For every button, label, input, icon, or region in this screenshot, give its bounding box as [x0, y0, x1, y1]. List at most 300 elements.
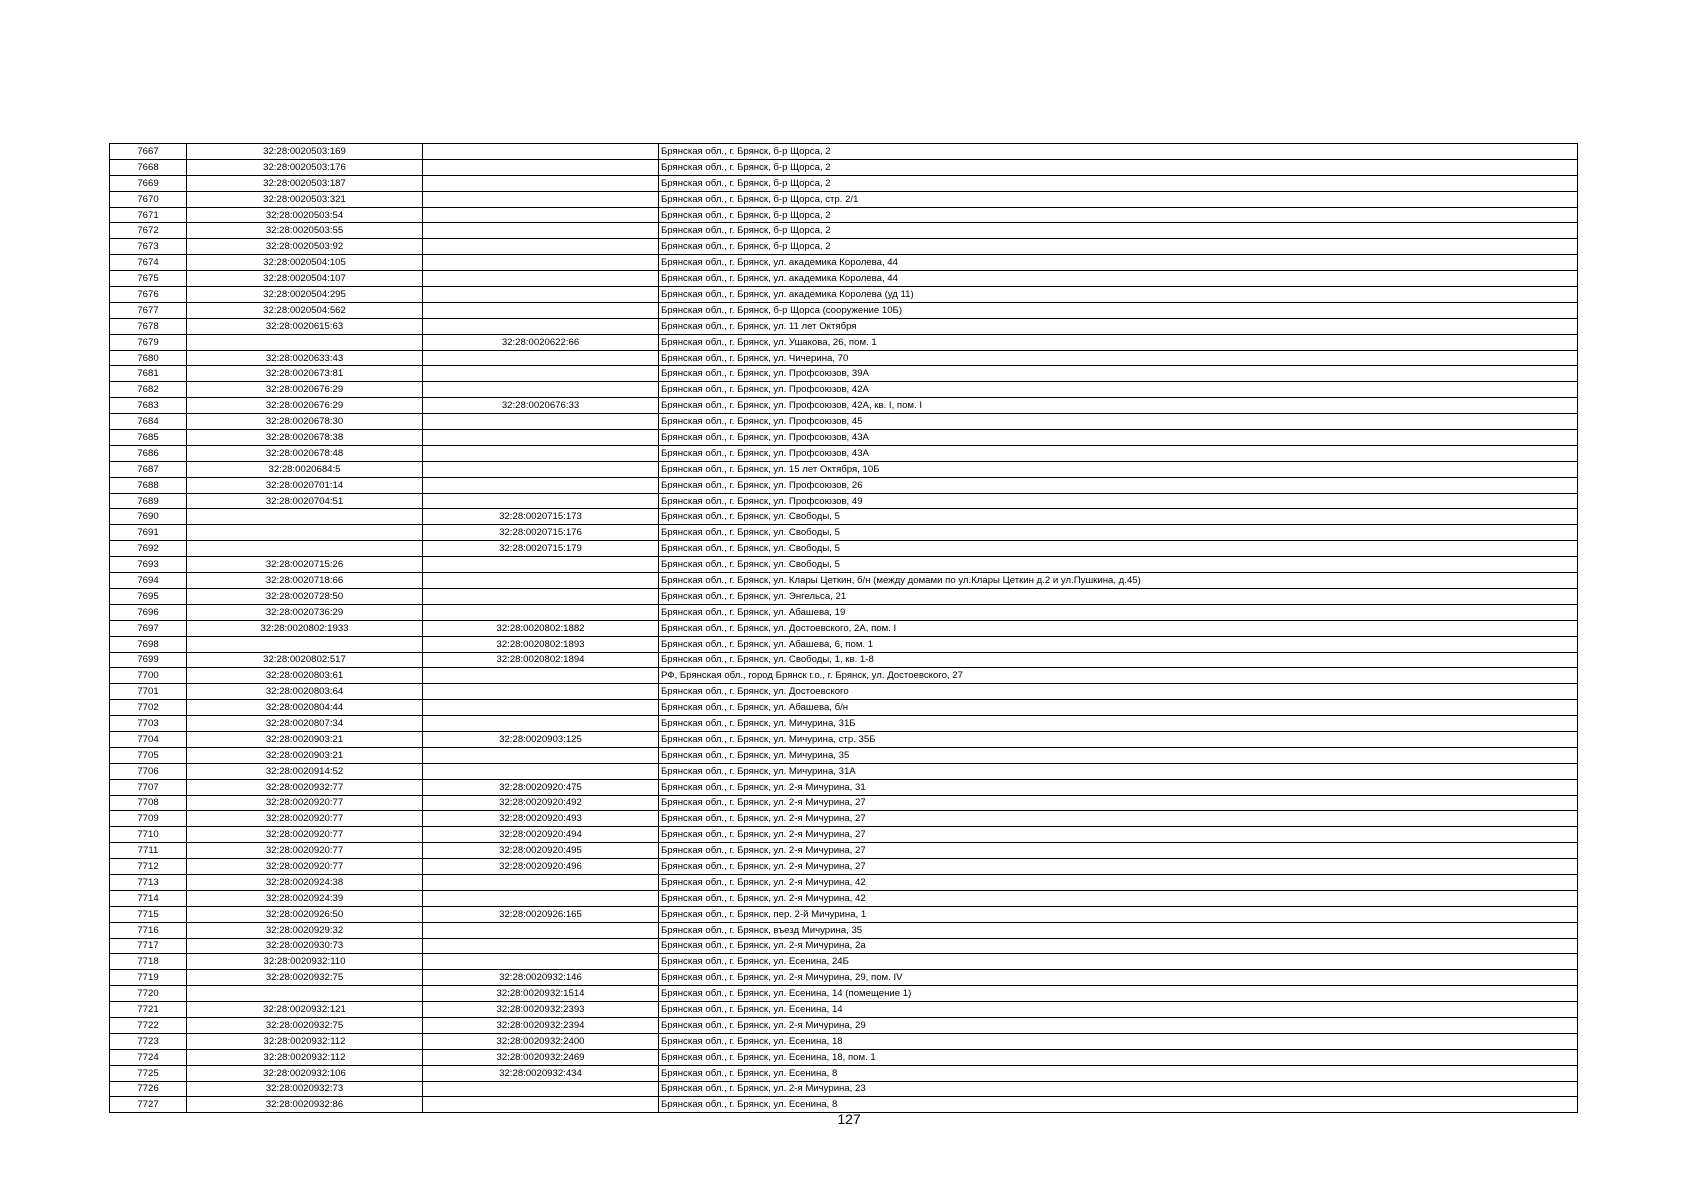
- table-row: [110, 334, 1578, 350]
- table-row: [110, 573, 1578, 589]
- table-row: [110, 1017, 1578, 1033]
- address-cell: Брянская обл., г. Брянск, б-р Щорса, 2: [659, 159, 1578, 175]
- table-row: [110, 588, 1578, 604]
- table-row: [110, 1049, 1578, 1065]
- address-cell: Брянская обл., г. Брянск, ул. Мичурина, 31А: [659, 763, 1578, 779]
- row-number-cell: 7700: [110, 668, 187, 684]
- address-cell: Брянская обл., г. Брянск, ул. Есенина, 14 (помещение 1): [659, 986, 1578, 1002]
- row-number-cell: 7717: [110, 938, 187, 954]
- building-cadastral-number-cell: 32:28:0020932:2400: [423, 1033, 659, 1049]
- row-number-cell: 7697: [110, 620, 187, 636]
- row-number-cell: 7676: [110, 287, 187, 303]
- land-cadastral-number-cell: 32:28:0020803:61: [187, 668, 423, 684]
- land-cadastral-number-cell: 32:28:0020503:187: [187, 175, 423, 191]
- row-number-cell: 7724: [110, 1049, 187, 1065]
- row-number-cell: 7695: [110, 588, 187, 604]
- address-cell: Брянская обл., г. Брянск, ул. Есенина, 8: [659, 1065, 1578, 1081]
- building-cadastral-number-cell: 32:28:0020932:2393: [423, 1002, 659, 1018]
- building-cadastral-number-cell: 32:28:0020932:1514: [423, 986, 659, 1002]
- table-row: [110, 874, 1578, 890]
- land-cadastral-number-cell: [187, 541, 423, 557]
- row-number-cell: 7683: [110, 398, 187, 414]
- land-cadastral-number-cell: 32:28:0020503:176: [187, 159, 423, 175]
- row-number-cell: 7710: [110, 827, 187, 843]
- building-cadastral-number-cell: 32:28:0020715:179: [423, 541, 659, 557]
- address-cell: Брянская обл., г. Брянск, ул. Свободы, 5: [659, 541, 1578, 557]
- building-cadastral-number-cell: 32:28:0020715:173: [423, 509, 659, 525]
- land-cadastral-number-cell: 32:28:0020932:75: [187, 970, 423, 986]
- land-cadastral-number-cell: [187, 986, 423, 1002]
- building-cadastral-number-cell: [423, 350, 659, 366]
- land-cadastral-number-cell: 32:28:0020503:321: [187, 191, 423, 207]
- address-cell: Брянская обл., г. Брянск, б-р Щорса, стр. 2/1: [659, 191, 1578, 207]
- table-row: [110, 890, 1578, 906]
- table-row: [110, 763, 1578, 779]
- address-cell: РФ, Брянская обл., город Брянск г.о., г. Брянск, ул. Достоевского, 27: [659, 668, 1578, 684]
- building-cadastral-number-cell: [423, 175, 659, 191]
- building-cadastral-number-cell: 32:28:0020920:475: [423, 779, 659, 795]
- address-cell: Брянская обл., г. Брянск, ул. 2-я Мичурина, 27: [659, 811, 1578, 827]
- table-row: [110, 493, 1578, 509]
- land-cadastral-number-cell: 32:28:0020503:54: [187, 207, 423, 223]
- building-cadastral-number-cell: [423, 763, 659, 779]
- table-row: [110, 350, 1578, 366]
- row-number-cell: 7671: [110, 207, 187, 223]
- address-cell: Брянская обл., г. Брянск, б-р Щорса, 2: [659, 207, 1578, 223]
- address-cell: Брянская обл., г. Брянск, ул. 11 лет Октября: [659, 318, 1578, 334]
- table-row: [110, 636, 1578, 652]
- land-cadastral-number-cell: 32:28:0020924:38: [187, 874, 423, 890]
- address-cell: Брянская обл., г. Брянск, б-р Щорса, 2: [659, 144, 1578, 160]
- address-cell: Брянская обл., г. Брянск, ул. Профсоюзов, 42А: [659, 382, 1578, 398]
- table-row: [110, 509, 1578, 525]
- table-row: [110, 541, 1578, 557]
- address-cell: Брянская обл., г. Брянск, ул. Профсоюзов, 43А: [659, 430, 1578, 446]
- land-cadastral-number-cell: [187, 509, 423, 525]
- table-row: [110, 461, 1578, 477]
- building-cadastral-number-cell: 32:28:0020920:493: [423, 811, 659, 827]
- land-cadastral-number-cell: 32:28:0020932:106: [187, 1065, 423, 1081]
- row-number-cell: 7701: [110, 684, 187, 700]
- address-cell: Брянская обл., г. Брянск, ул. Есенина, 8: [659, 1097, 1578, 1113]
- address-cell: Брянская обл., г. Брянск, ул. Профсоюзов, 42А, кв. I, пом. I: [659, 398, 1578, 414]
- building-cadastral-number-cell: 32:28:0020920:494: [423, 827, 659, 843]
- row-number-cell: 7707: [110, 779, 187, 795]
- table-row: [110, 175, 1578, 191]
- row-number-cell: 7692: [110, 541, 187, 557]
- building-cadastral-number-cell: [423, 159, 659, 175]
- land-cadastral-number-cell: 32:28:0020932:121: [187, 1002, 423, 1018]
- land-cadastral-number-cell: 32:28:0020676:29: [187, 382, 423, 398]
- row-number-cell: 7708: [110, 795, 187, 811]
- row-number-cell: 7718: [110, 954, 187, 970]
- address-cell: Брянская обл., г. Брянск, ул. 2-я Мичурина, 27: [659, 843, 1578, 859]
- table-row: [110, 604, 1578, 620]
- land-cadastral-number-cell: 32:28:0020728:50: [187, 588, 423, 604]
- building-cadastral-number-cell: 32:28:0020932:2469: [423, 1049, 659, 1065]
- row-number-cell: 7691: [110, 525, 187, 541]
- land-cadastral-number-cell: 32:28:0020903:21: [187, 731, 423, 747]
- table-row: [110, 620, 1578, 636]
- building-cadastral-number-cell: [423, 382, 659, 398]
- building-cadastral-number-cell: 32:28:0020932:434: [423, 1065, 659, 1081]
- building-cadastral-number-cell: [423, 493, 659, 509]
- building-cadastral-number-cell: [423, 445, 659, 461]
- table-row: [110, 557, 1578, 573]
- land-cadastral-number-cell: 32:28:0020924:39: [187, 890, 423, 906]
- table-row: [110, 430, 1578, 446]
- row-number-cell: 7716: [110, 922, 187, 938]
- land-cadastral-number-cell: 32:28:0020678:30: [187, 414, 423, 430]
- building-cadastral-number-cell: 32:28:0020926:165: [423, 906, 659, 922]
- address-cell: Брянская обл., г. Брянск, ул. 2-я Мичурина, 42: [659, 890, 1578, 906]
- land-cadastral-number-cell: 32:28:0020930:73: [187, 938, 423, 954]
- land-cadastral-number-cell: 32:28:0020736:29: [187, 604, 423, 620]
- row-number-cell: 7678: [110, 318, 187, 334]
- row-number-cell: 7709: [110, 811, 187, 827]
- building-cadastral-number-cell: [423, 430, 659, 446]
- row-number-cell: 7723: [110, 1033, 187, 1049]
- address-cell: Брянская обл., г. Брянск, ул. 2-я Мичурина, 2а: [659, 938, 1578, 954]
- row-number-cell: 7669: [110, 175, 187, 191]
- table-row: [110, 970, 1578, 986]
- row-number-cell: 7699: [110, 652, 187, 668]
- address-cell: Брянская обл., г. Брянск, ул. Достоевского, 2А, пом. I: [659, 620, 1578, 636]
- address-cell: Брянская обл., г. Брянск, ул. Абашева, 6, пом. 1: [659, 636, 1578, 652]
- row-number-cell: 7684: [110, 414, 187, 430]
- land-cadastral-number-cell: [187, 334, 423, 350]
- address-cell: Брянская обл., г. Брянск, ул. 2-я Мичурина, 29: [659, 1017, 1578, 1033]
- table-row: [110, 795, 1578, 811]
- table-row: [110, 287, 1578, 303]
- land-cadastral-number-cell: 32:28:0020926:50: [187, 906, 423, 922]
- row-number-cell: 7714: [110, 890, 187, 906]
- address-cell: Брянская обл., г. Брянск, ул. 2-я Мичурина, 27: [659, 859, 1578, 875]
- land-cadastral-number-cell: 32:28:0020920:77: [187, 859, 423, 875]
- land-cadastral-number-cell: 32:28:0020704:51: [187, 493, 423, 509]
- address-cell: Брянская обл., г. Брянск, ул. 2-я Мичурина, 27: [659, 827, 1578, 843]
- table-row: [110, 477, 1578, 493]
- address-cell: Брянская обл., г. Брянск, ул. академика Королева, 44: [659, 271, 1578, 287]
- address-cell: Брянская обл., г. Брянск, ул. Есенина, 18: [659, 1033, 1578, 1049]
- building-cadastral-number-cell: [423, 938, 659, 954]
- land-cadastral-number-cell: 32:28:0020932:75: [187, 1017, 423, 1033]
- table-row: [110, 525, 1578, 541]
- row-number-cell: 7675: [110, 271, 187, 287]
- address-cell: Брянская обл., г. Брянск, ул. Свободы, 5: [659, 557, 1578, 573]
- row-number-cell: 7720: [110, 986, 187, 1002]
- land-cadastral-number-cell: 32:28:0020807:34: [187, 716, 423, 732]
- land-cadastral-number-cell: 32:28:0020929:32: [187, 922, 423, 938]
- land-cadastral-number-cell: 32:28:0020914:52: [187, 763, 423, 779]
- address-cell: Брянская обл., г. Брянск, ул. Свободы, 5: [659, 509, 1578, 525]
- building-cadastral-number-cell: [423, 700, 659, 716]
- address-cell: Брянская обл., г. Брянск, ул. Абашева, б/н: [659, 700, 1578, 716]
- table-row: [110, 716, 1578, 732]
- address-cell: Брянская обл., г. Брянск, ул. Мичурина, стр. 35Б: [659, 731, 1578, 747]
- building-cadastral-number-cell: [423, 302, 659, 318]
- table-row: [110, 414, 1578, 430]
- building-cadastral-number-cell: [423, 461, 659, 477]
- building-cadastral-number-cell: 32:28:0020932:146: [423, 970, 659, 986]
- land-cadastral-number-cell: 32:28:0020503:55: [187, 223, 423, 239]
- address-cell: Брянская обл., г. Брянск, ул. Абашева, 19: [659, 604, 1578, 620]
- table-row: [110, 843, 1578, 859]
- page-number: 127: [837, 1111, 861, 1127]
- row-number-cell: 7668: [110, 159, 187, 175]
- row-number-cell: 7667: [110, 144, 187, 160]
- building-cadastral-number-cell: [423, 144, 659, 160]
- land-cadastral-number-cell: 32:28:0020920:77: [187, 843, 423, 859]
- table-row: [110, 1081, 1578, 1097]
- address-cell: Брянская обл., г. Брянск, ул. Профсоюзов, 49: [659, 493, 1578, 509]
- row-number-cell: 7682: [110, 382, 187, 398]
- land-cadastral-number-cell: 32:28:0020903:21: [187, 747, 423, 763]
- building-cadastral-number-cell: [423, 954, 659, 970]
- address-cell: Брянская обл., г. Брянск, ул. академика Королева, 44: [659, 255, 1578, 271]
- row-number-cell: 7727: [110, 1097, 187, 1113]
- address-cell: Брянская обл., г. Брянск, ул. Клары Цеткин, б/н (между домами по ул.Клары Цеткин д.2 и ул.Пушкина, д.45): [659, 573, 1578, 589]
- row-number-cell: 7690: [110, 509, 187, 525]
- row-number-cell: 7677: [110, 302, 187, 318]
- land-cadastral-number-cell: 32:28:0020802:1933: [187, 620, 423, 636]
- building-cadastral-number-cell: [423, 287, 659, 303]
- land-cadastral-number-cell: 32:28:0020504:295: [187, 287, 423, 303]
- address-cell: Брянская обл., г. Брянск, ул. Чичерина, 70: [659, 350, 1578, 366]
- land-cadastral-number-cell: 32:28:0020504:105: [187, 255, 423, 271]
- building-cadastral-number-cell: [423, 890, 659, 906]
- land-cadastral-number-cell: 32:28:0020718:66: [187, 573, 423, 589]
- address-cell: Брянская обл., г. Брянск, ул. Есенина, 18, пом. 1: [659, 1049, 1578, 1065]
- row-number-cell: 7687: [110, 461, 187, 477]
- address-cell: Брянская обл., г. Брянск, ул. Свободы, 1, кв. 1-8: [659, 652, 1578, 668]
- row-number-cell: 7704: [110, 731, 187, 747]
- building-cadastral-number-cell: [423, 207, 659, 223]
- building-cadastral-number-cell: [423, 191, 659, 207]
- table-row: [110, 700, 1578, 716]
- row-number-cell: 7711: [110, 843, 187, 859]
- land-cadastral-number-cell: 32:28:0020920:77: [187, 811, 423, 827]
- building-cadastral-number-cell: 32:28:0020920:496: [423, 859, 659, 875]
- row-number-cell: 7698: [110, 636, 187, 652]
- address-cell: Брянская обл., г. Брянск, ул. 15 лет Октября, 10Б: [659, 461, 1578, 477]
- table-row: [110, 1065, 1578, 1081]
- address-cell: Брянская обл., г. Брянск, ул. академика Королева (уд 11): [659, 287, 1578, 303]
- address-cell: Брянская обл., г. Брянск, ул. Профсоюзов, 39А: [659, 366, 1578, 382]
- table-row: [110, 255, 1578, 271]
- address-cell: Брянская обл., г. Брянск, ул. Есенина, 24Б: [659, 954, 1578, 970]
- building-cadastral-number-cell: [423, 874, 659, 890]
- address-cell: Брянская обл., г. Брянск, ул. Мичурина, 35: [659, 747, 1578, 763]
- address-cell: Брянская обл., г. Брянск, ул. 2-я Мичурина, 27: [659, 795, 1578, 811]
- table-row: [110, 366, 1578, 382]
- row-number-cell: 7680: [110, 350, 187, 366]
- table-row: [110, 159, 1578, 175]
- address-cell: Брянская обл., г. Брянск, ул. Энгельса, 21: [659, 588, 1578, 604]
- table-row: [110, 986, 1578, 1002]
- address-cell: Брянская обл., г. Брянск, пер. 2-й Мичурина, 1: [659, 906, 1578, 922]
- address-cell: Брянская обл., г. Брянск, ул. Профсоюзов, 26: [659, 477, 1578, 493]
- land-cadastral-number-cell: [187, 525, 423, 541]
- address-cell: Брянская обл., г. Брянск, ул. Мичурина, 31Б: [659, 716, 1578, 732]
- building-cadastral-number-cell: 32:28:0020802:1894: [423, 652, 659, 668]
- row-number-cell: 7688: [110, 477, 187, 493]
- row-number-cell: 7726: [110, 1081, 187, 1097]
- row-number-cell: 7672: [110, 223, 187, 239]
- row-number-cell: 7706: [110, 763, 187, 779]
- land-cadastral-number-cell: 32:28:0020804:44: [187, 700, 423, 716]
- row-number-cell: 7694: [110, 573, 187, 589]
- land-cadastral-number-cell: 32:28:0020932:110: [187, 954, 423, 970]
- land-cadastral-number-cell: 32:28:0020932:86: [187, 1097, 423, 1113]
- building-cadastral-number-cell: 32:28:0020676:33: [423, 398, 659, 414]
- land-cadastral-number-cell: 32:28:0020673:81: [187, 366, 423, 382]
- land-cadastral-number-cell: 32:28:0020920:77: [187, 795, 423, 811]
- table-row: [110, 747, 1578, 763]
- row-number-cell: 7681: [110, 366, 187, 382]
- address-cell: Брянская обл., г. Брянск, б-р Щорса, 2: [659, 239, 1578, 255]
- table-row: [110, 652, 1578, 668]
- table-row: [110, 302, 1578, 318]
- building-cadastral-number-cell: [423, 239, 659, 255]
- row-number-cell: 7725: [110, 1065, 187, 1081]
- building-cadastral-number-cell: 32:28:0020932:2394: [423, 1017, 659, 1033]
- land-cadastral-number-cell: 32:28:0020676:29: [187, 398, 423, 414]
- building-cadastral-number-cell: [423, 255, 659, 271]
- land-cadastral-number-cell: 32:28:0020678:38: [187, 430, 423, 446]
- land-cadastral-number-cell: 32:28:0020715:26: [187, 557, 423, 573]
- table-row: [110, 684, 1578, 700]
- row-number-cell: 7722: [110, 1017, 187, 1033]
- address-cell: Брянская обл., г. Брянск, ул. 2-я Мичурина, 31: [659, 779, 1578, 795]
- land-cadastral-number-cell: 32:28:0020802:517: [187, 652, 423, 668]
- land-cadastral-number-cell: 32:28:0020504:107: [187, 271, 423, 287]
- table-row: [110, 938, 1578, 954]
- row-number-cell: 7673: [110, 239, 187, 255]
- building-cadastral-number-cell: [423, 668, 659, 684]
- building-cadastral-number-cell: [423, 318, 659, 334]
- table-row: [110, 731, 1578, 747]
- land-cadastral-number-cell: 32:28:0020701:14: [187, 477, 423, 493]
- table-row: [110, 382, 1578, 398]
- address-cell: Брянская обл., г. Брянск, ул. 2-я Мичурина, 42: [659, 874, 1578, 890]
- table-row: [110, 1033, 1578, 1049]
- building-cadastral-number-cell: [423, 716, 659, 732]
- row-number-cell: 7696: [110, 604, 187, 620]
- row-number-cell: 7719: [110, 970, 187, 986]
- land-cadastral-number-cell: 32:28:0020503:169: [187, 144, 423, 160]
- row-number-cell: 7712: [110, 859, 187, 875]
- land-cadastral-number-cell: 32:28:0020615:63: [187, 318, 423, 334]
- building-cadastral-number-cell: [423, 271, 659, 287]
- land-cadastral-number-cell: 32:28:0020504:562: [187, 302, 423, 318]
- address-cell: Брянская обл., г. Брянск, ул. Свободы, 5: [659, 525, 1578, 541]
- row-number-cell: 7686: [110, 445, 187, 461]
- table-row: [110, 239, 1578, 255]
- row-number-cell: 7685: [110, 430, 187, 446]
- table-row: [110, 144, 1578, 160]
- building-cadastral-number-cell: [423, 573, 659, 589]
- building-cadastral-number-cell: [423, 557, 659, 573]
- row-number-cell: 7703: [110, 716, 187, 732]
- row-number-cell: 7721: [110, 1002, 187, 1018]
- table-row: [110, 445, 1578, 461]
- address-cell: Брянская обл., г. Брянск, ул. Профсоюзов, 43А: [659, 445, 1578, 461]
- table-row: [110, 811, 1578, 827]
- address-cell: Брянская обл., г. Брянск, б-р Щорса (сооружение 10Б): [659, 302, 1578, 318]
- row-number-cell: 7713: [110, 874, 187, 890]
- row-number-cell: 7689: [110, 493, 187, 509]
- table-row: [110, 922, 1578, 938]
- land-cadastral-number-cell: 32:28:0020932:73: [187, 1081, 423, 1097]
- table-row: [110, 207, 1578, 223]
- land-cadastral-number-cell: [187, 636, 423, 652]
- building-cadastral-number-cell: 32:28:0020903:125: [423, 731, 659, 747]
- address-cell: Брянская обл., г. Брянск, б-р Щорса, 2: [659, 223, 1578, 239]
- land-cadastral-number-cell: 32:28:0020503:92: [187, 239, 423, 255]
- table-row: [110, 191, 1578, 207]
- land-cadastral-number-cell: 32:28:0020932:112: [187, 1049, 423, 1065]
- address-cell: Брянская обл., г. Брянск, ул. Есенина, 14: [659, 1002, 1578, 1018]
- table-row: [110, 398, 1578, 414]
- building-cadastral-number-cell: 32:28:0020715:176: [423, 525, 659, 541]
- building-cadastral-number-cell: [423, 223, 659, 239]
- address-cell: Брянская обл., г. Брянск, ул. 2-я Мичурина, 29, пом. IV: [659, 970, 1578, 986]
- row-number-cell: 7715: [110, 906, 187, 922]
- building-cadastral-number-cell: [423, 922, 659, 938]
- building-cadastral-number-cell: 32:28:0020622:66: [423, 334, 659, 350]
- building-cadastral-number-cell: [423, 366, 659, 382]
- address-cell: Брянская обл., г. Брянск, ул. 2-я Мичурина, 23: [659, 1081, 1578, 1097]
- building-cadastral-number-cell: [423, 604, 659, 620]
- table-row: [110, 318, 1578, 334]
- land-cadastral-number-cell: 32:28:0020932:77: [187, 779, 423, 795]
- land-cadastral-number-cell: 32:28:0020920:77: [187, 827, 423, 843]
- table-row: [110, 271, 1578, 287]
- building-cadastral-number-cell: [423, 414, 659, 430]
- table-row: [110, 954, 1578, 970]
- table-row: [110, 779, 1578, 795]
- row-number-cell: 7670: [110, 191, 187, 207]
- land-cadastral-number-cell: 32:28:0020684:5: [187, 461, 423, 477]
- table-row: [110, 668, 1578, 684]
- address-cell: Брянская обл., г. Брянск, въезд Мичурина, 35: [659, 922, 1578, 938]
- address-cell: Брянская обл., г. Брянск, ул. Достоевского: [659, 684, 1578, 700]
- table-row: [110, 223, 1578, 239]
- table-row: [110, 859, 1578, 875]
- building-cadastral-number-cell: [423, 588, 659, 604]
- building-cadastral-number-cell: [423, 747, 659, 763]
- building-cadastral-number-cell: [423, 1081, 659, 1097]
- row-number-cell: 7693: [110, 557, 187, 573]
- row-number-cell: 7679: [110, 334, 187, 350]
- address-cell: Брянская обл., г. Брянск, б-р Щорса, 2: [659, 175, 1578, 191]
- table-row: [110, 906, 1578, 922]
- building-cadastral-number-cell: [423, 477, 659, 493]
- address-cell: Брянская обл., г. Брянск, ул. Профсоюзов, 45: [659, 414, 1578, 430]
- building-cadastral-number-cell: [423, 684, 659, 700]
- property-register-table: [109, 143, 1578, 1113]
- land-cadastral-number-cell: 32:28:0020803:64: [187, 684, 423, 700]
- building-cadastral-number-cell: 32:28:0020802:1893: [423, 636, 659, 652]
- table-row: [110, 827, 1578, 843]
- row-number-cell: 7674: [110, 255, 187, 271]
- land-cadastral-number-cell: 32:28:0020932:112: [187, 1033, 423, 1049]
- row-number-cell: 7702: [110, 700, 187, 716]
- row-number-cell: 7705: [110, 747, 187, 763]
- address-cell: Брянская обл., г. Брянск, ул. Ушакова, 26, пом. 1: [659, 334, 1578, 350]
- table-row: [110, 1002, 1578, 1018]
